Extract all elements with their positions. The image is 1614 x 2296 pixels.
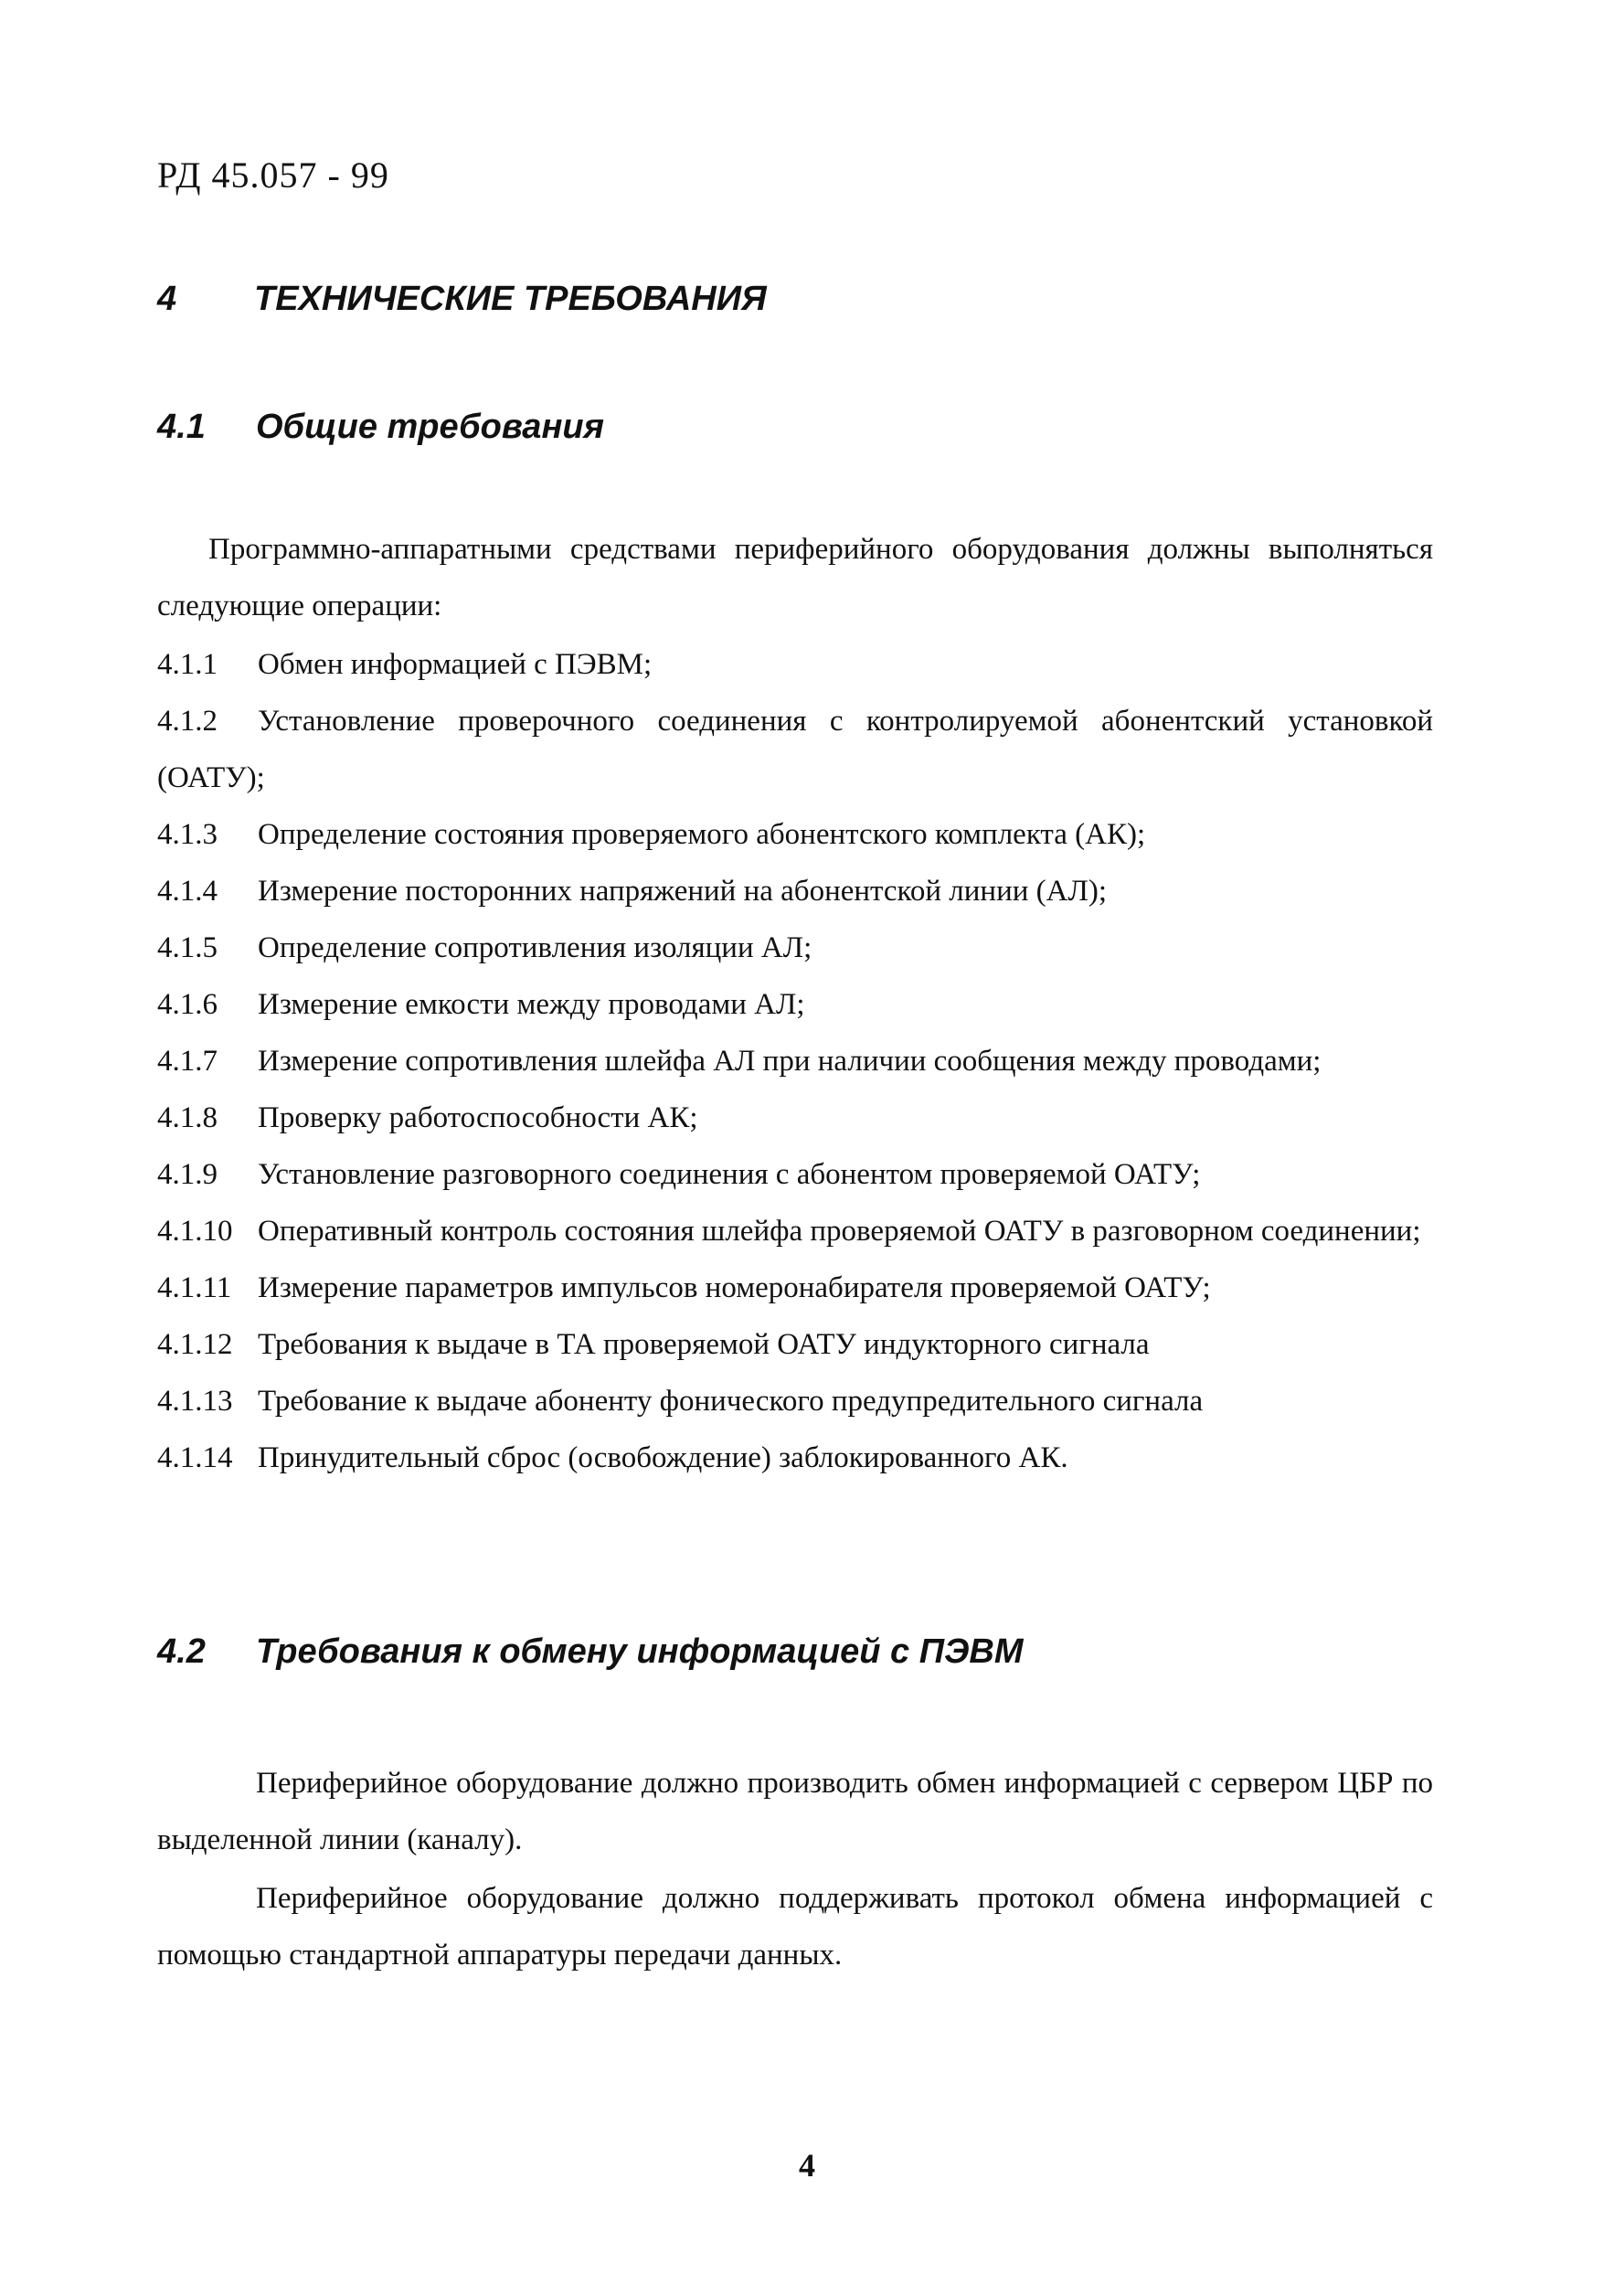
item-number: 4.1.1: [157, 648, 218, 681]
item-number: 4.1.3: [157, 818, 218, 851]
section-title: Требования к обмену информацией с ПЭВМ: [256, 1632, 1024, 1671]
item-text: Требования к выдаче в ТА проверяемой ОАТУ индукторного сигнала: [258, 1328, 1150, 1361]
item-number: 4.1.5: [157, 931, 218, 964]
section-4-1-intro: Программно-аппаратными средствами периферийного оборудования должны выполняться следующие операции:: [157, 533, 1433, 622]
item-text: Установление разговорного соединения с абонентом проверяемой ОАТУ;: [258, 1158, 1201, 1191]
section-number: 4: [157, 280, 177, 318]
item-number: 4.1.6: [157, 988, 218, 1021]
item-text: Определение состояния проверяемого абонентского комплекта (АК);: [258, 818, 1146, 851]
list-item: [157, 693, 1433, 806]
document-code: РД 45.057 - 99: [157, 154, 389, 196]
list-item: [157, 1316, 1433, 1373]
section-number: 4.2: [157, 1632, 206, 1671]
item-number: 4.1.10: [157, 1215, 233, 1248]
item-number: 4.1.8: [157, 1101, 218, 1134]
item-text: Требование к выдаче абоненту фонического предупредительного сигнала: [258, 1385, 1204, 1418]
list-item: [157, 1090, 1433, 1146]
item-text: Измерение емкости между проводами АЛ;: [258, 988, 805, 1021]
section-4-2-paragraph-2: Периферийное оборудование должно поддерживать протокол обмена информацией с помощью стандартной аппаратуры передачи данных.: [157, 1882, 1433, 1972]
list-item: [157, 1430, 1433, 1486]
section-4-heading: [157, 280, 767, 319]
item-number: 4.1.4: [157, 875, 218, 908]
item-number: 4.1.13: [157, 1385, 233, 1418]
list-item: [157, 1033, 1433, 1090]
item-text: Обмен информацией с ПЭВМ;: [258, 648, 653, 681]
item-text: Принудительный сброс (освобождение) заблокированного АК.: [258, 1441, 1068, 1474]
item-text: Измерение сопротивления шлейфа АЛ при наличии сообщения между проводами;: [258, 1045, 1322, 1078]
item-text: Определение сопротивления изоляции АЛ;: [258, 931, 812, 964]
list-item: [157, 863, 1433, 919]
requirements-list: [157, 636, 1433, 1486]
item-number: 4.1.14: [157, 1441, 233, 1474]
item-text: Измерение посторонних напряжений на абонентской линии (АЛ);: [258, 875, 1108, 908]
list-item: [157, 1260, 1433, 1316]
item-number: 4.1.7: [157, 1045, 218, 1078]
section-4-1-heading: [157, 408, 604, 447]
section-4-2-heading: [157, 1632, 1024, 1672]
item-text: Измерение параметров импульсов номеронабирателя проверяемой ОАТУ;: [258, 1271, 1211, 1304]
page-number: 4: [799, 2147, 815, 2184]
item-text: Проверку работоспособности АК;: [258, 1101, 698, 1134]
section-title: Общие требования: [256, 408, 604, 446]
list-item: [157, 1203, 1433, 1260]
item-number: 4.1.2: [157, 705, 218, 738]
list-item: [157, 919, 1433, 976]
list-item: [157, 1146, 1433, 1203]
section-4-2-paragraph-1: Периферийное оборудование должно производить обмен информацией с сервером ЦБР по выделенной линии (каналу).: [157, 1767, 1433, 1856]
item-number: 4.1.9: [157, 1158, 218, 1191]
item-number: 4.1.12: [157, 1328, 233, 1361]
section-number: 4.1: [157, 408, 206, 446]
list-item: [157, 636, 1433, 693]
section-title: ТЕХНИЧЕСКИЕ ТРЕБОВАНИЯ: [254, 280, 767, 318]
item-text: Оперативный контроль состояния шлейфа проверяемой ОАТУ в разговорном соединении;: [258, 1215, 1421, 1248]
list-item: [157, 806, 1433, 863]
list-item: [157, 976, 1433, 1033]
item-number: 4.1.11: [157, 1271, 232, 1304]
list-item: [157, 1373, 1433, 1430]
item-text: Установление проверочного соединения с контролируемой абонентский установкой (ОАТУ);: [157, 705, 1433, 794]
